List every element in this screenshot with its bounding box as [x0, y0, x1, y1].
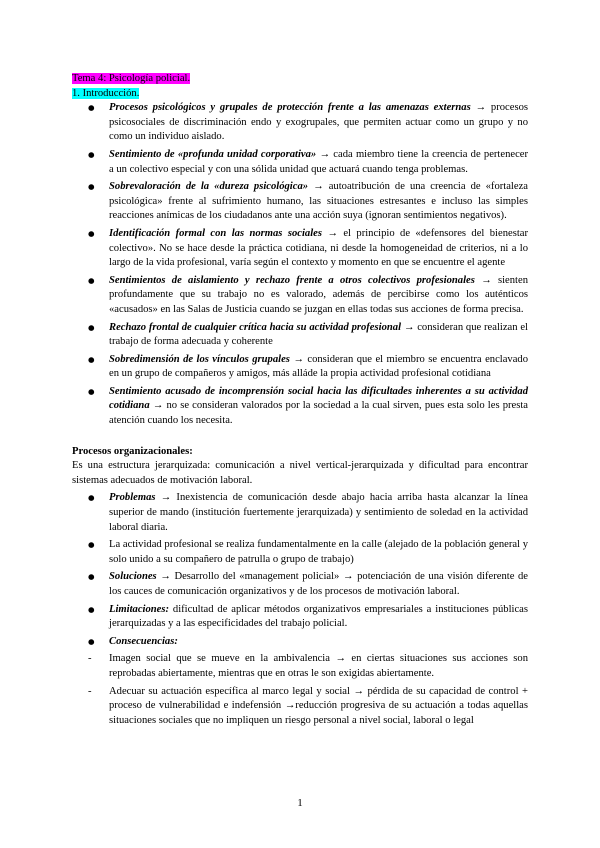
list-item: - Imagen social que se mueve en la ambivalencia → en ciertas situaciones sus acciones son reprobadas abiertamente, mientras que en otras le son exigidas abiertamente.	[109, 652, 528, 681]
page-number: 1	[297, 797, 303, 809]
list-item: ● Problemas → Inexistencia de comunicación desde abajo hacia arriba hasta alcanzar la línea superior de mando (institución fuertemente jerarquizada) y sentimiento de soledad en la actividad laboral diaria.	[109, 491, 528, 535]
document-page	[72, 72, 528, 731]
list-item: ● Identificación formal con las normas sociales → el principio de «defensores del bienestar colectivo». No se hace desde la práctica cotidiana, ni desde la homogeneidad de criterios, ni a lo largo de la vida profesional, varía según el contexto y momento en que se encuentre el agente	[109, 227, 528, 271]
list-item: ● Sentimientos de aislamiento y rechazo frente a otros colectivos profesionales → sienten profundamente que su trabajo no es valorado, además de percibirse como los auténticos «acusados» en las Salas de Justicia cuando se juzgan en ellas todas sus acciones de forma precisa.	[109, 274, 528, 318]
list-item: ● Limitaciones: dificultad de aplicar métodos organizativos empresariales a instituciones públicas jerarquizadas y a las especificidades del trabajo policial.	[109, 603, 528, 632]
list-item: ● Sentimiento de «profunda unidad corporativa» → cada miembro tiene la creencia de pertenecer a un colectivo especial y con una sólida unidad que actuará cuando tenga problemas.	[109, 148, 528, 177]
list-item: ● Sentimiento acusado de incomprensión social hacia las dificultades inherentes a su actividad cotidiana → no se consideran valorados por la sociedad a la cual sirven, pues esta solo les presta atención cuando los necesita.	[109, 385, 528, 429]
list-item: ● Rechazo frontal de cualquier crítica hacia su actividad profesional → consideran que realizan el trabajo de forma adecuada y coherente	[109, 321, 528, 350]
section-heading-procesos-organizacionales: Procesos organizacionales:	[72, 445, 193, 457]
section-intro-paragraph: Es una estructura jerarquizada: comunicación a nivel vertical-jerarquizada y dificultad para encontrar sistemas adecuados de motivación laboral.	[72, 460, 528, 486]
section-heading-introduccion: 1. Introducción.	[72, 87, 140, 99]
list-item: ● Sobredimensión de los vínculos grupales → consideran que el miembro se encuentra enclavado en un grupo de compañeros y amigos, más alláde la propia actividad profesional cotidiana	[109, 353, 528, 382]
list-item: - Adecuar su actuación específica al marco legal y social → pérdida de su capacidad de control + proceso de vulnerabilidad e indefensión →reducción progresiva de su actuación a todas aquellas situaciones sociales que no impliquen un riesgo personal a nivel social, laboral o legal	[109, 685, 528, 729]
org-bullet-list	[72, 491, 528, 649]
intro-bullet-list	[72, 101, 528, 428]
doc-title: Tema 4: Psicología policial.	[72, 73, 191, 84]
consequences-dash-list	[72, 652, 528, 728]
list-item: ● Consecuencias:	[109, 635, 528, 650]
list-item: ● Procesos psicológicos y grupales de protección frente a las amenazas externas → procesos psicosociales de discriminación endo y exogrupales, que permiten actuar como un grupo y no como un individuo aislado.	[109, 101, 528, 145]
list-item: ● La actividad profesional se realiza fundamentalmente en la calle (alejado de la población general y solo unido a su compañero de patrulla o grupo de trabajo)	[109, 538, 528, 567]
list-item: ● Soluciones → Desarrollo del «management policial» → potenciación de una visión diferente de los cauces de comunicación organizativos y de los procesos de motivación laboral.	[109, 570, 528, 599]
list-item: ● Sobrevaloración de la «dureza psicológica» → autoatribución de una creencia de «fortaleza psicológica» frente al sufrimiento humano, las situaciones estresantes e incluso las simples reacciones anímicas de los ciudadanos ante una acción suya (ignoran sentimientos negativos).	[109, 180, 528, 224]
